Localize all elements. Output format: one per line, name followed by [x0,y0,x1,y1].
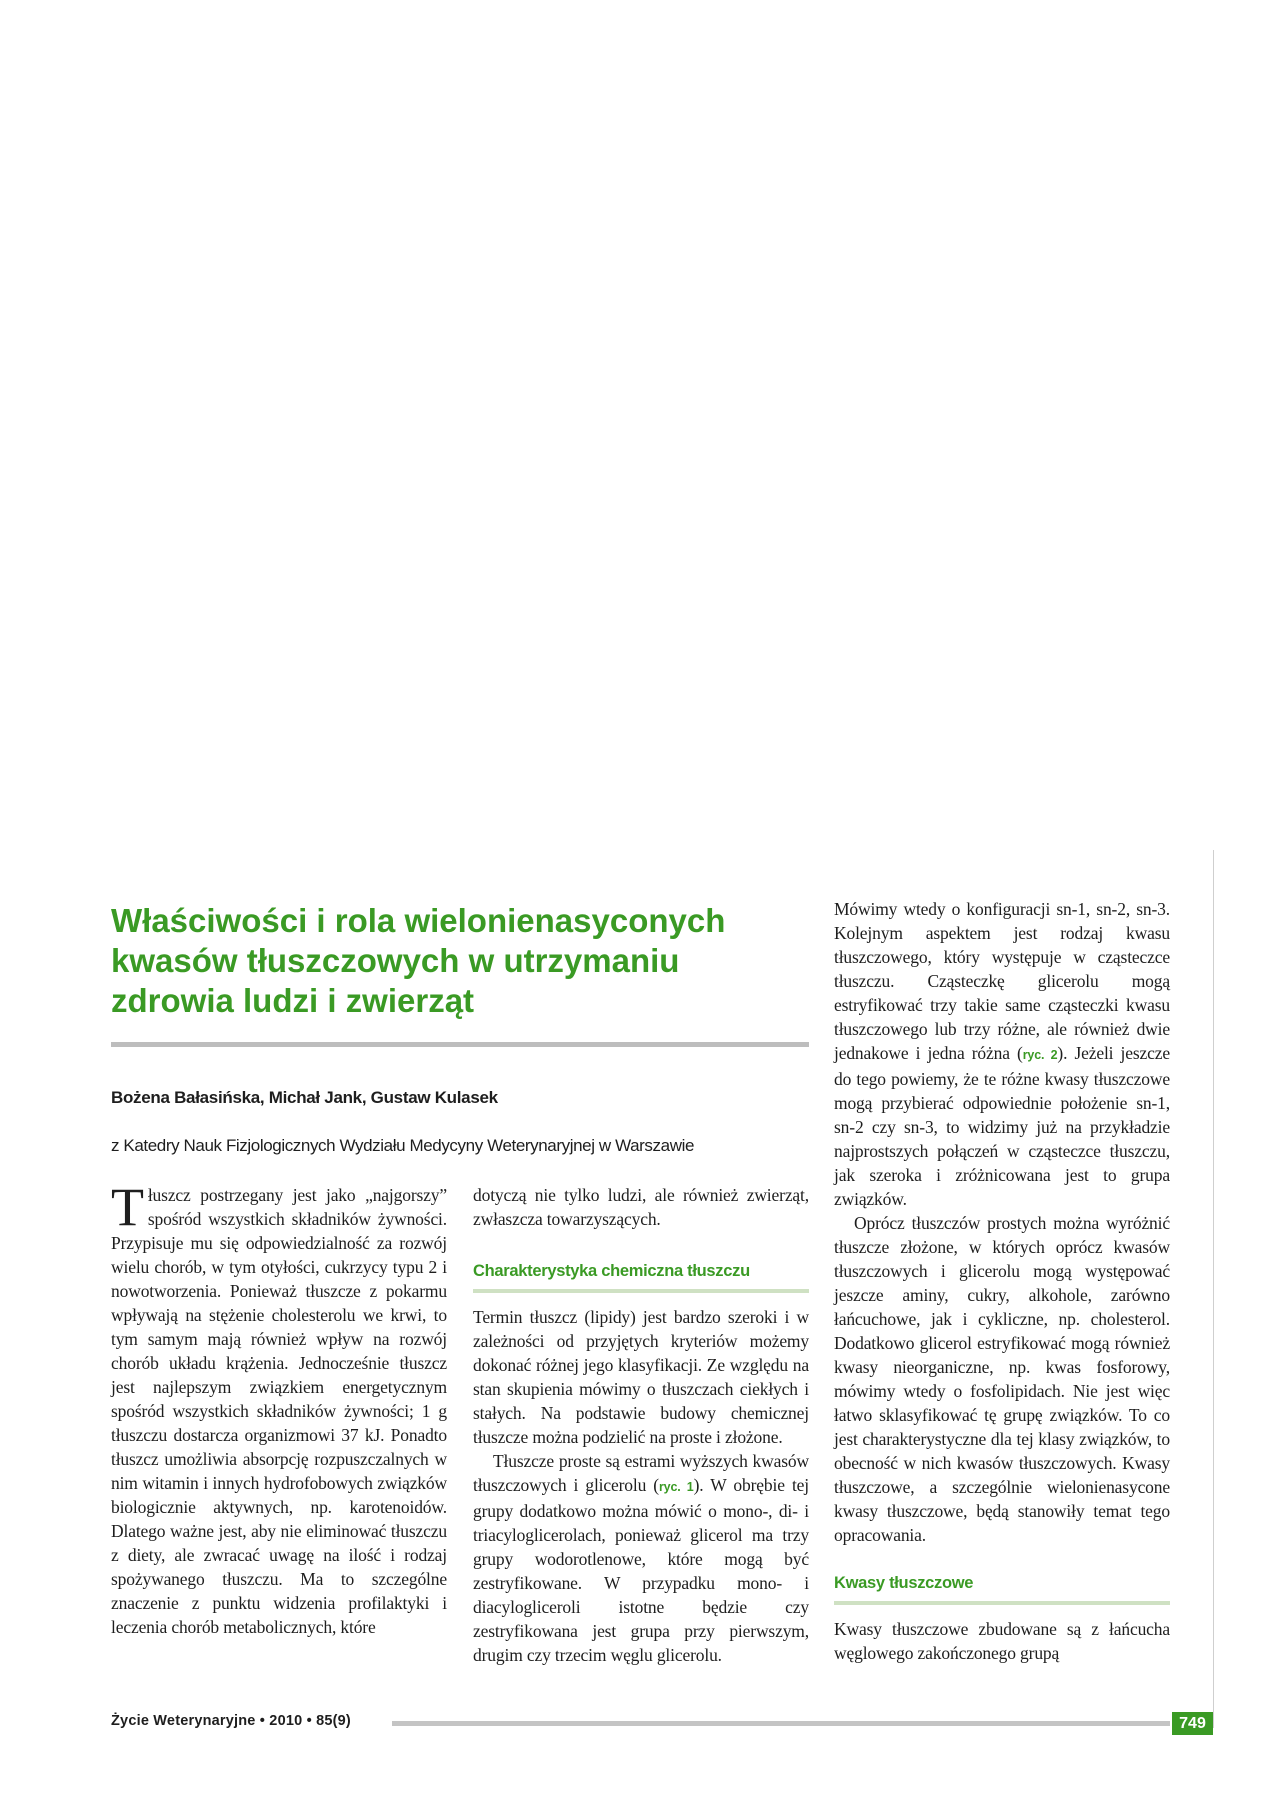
drop-cap: T [111,1177,144,1237]
text-column-3 [834,897,1170,1665]
right-margin-rule [1213,850,1214,1728]
section-divider [473,1289,809,1293]
paragraph: Termin tłuszcz (lipidy) jest bardzo szeroki i w zależności od przyjętych kryteriów możemy dokonać różnej jego klasyfikacji. Ze względu na stan skupienia mówimy o tłuszczach ciekłych i stałych. Na podstawie budowy chemicznej tłuszcze można podzielić na proste i złożone. [473,1307,809,1447]
section-heading-fatty-acids: Kwasy tłuszczowe [834,1574,974,1592]
paragraph: dotyczą nie tylko ludzi, ale również zwierząt, zwłaszcza towarzyszących. [473,1185,809,1229]
intro-paragraph [111,1177,447,1639]
paragraph-text: ). W obrębie tej grupy dodatkowo można mówić o mono-, di- i triacyloglicerolach, ponieważ glicerol ma trzy grupy wodorotlenowe, które mogą być zestryfikowane. W przypadku mono- i diacylogliceroli istotne będzie czy zestryfikowana jest grupa przy pierwszym, drugim czy trzecim węglu glicerolu. [473,1475,809,1665]
text-column-2 [473,1183,809,1667]
article-authors: Bożena Bałasińska, Michał Jank, Gustaw Kulasek [111,1088,498,1107]
page-number-badge: 749 [1172,1712,1213,1735]
title-line: kwasów tłuszczowych w utrzymaniu [111,942,680,979]
journal-footer: Życie Weterynaryjne • 2010 • 85(9) [111,1713,351,1729]
intro-text: łuszcz postrzegany jest jako „najgorszy” spośród wszystkich składników żywności. Przypisuje mu się odpowiedzialność za rozwój wielu chorób, w tym otyłości, cukrzycy typu 2 i nowotworzenia. Ponieważ tłuszcze z pokarmu wpływają na stężenie cholesterolu we krwi, to tym samym mają również wpływ na rozwój chorób układu krążenia. Jednocześnie tłuszcz jest najlepszym związkiem energetycznym spośród wszystkich składników żywności; 1 g tłuszczu dostarcza organizmowi 37 kJ. Ponadto tłuszcz umożliwia absorpcję rozpuszczalnych w nim witamin i innych hydrofobowych związków biologicznie aktywnych, np. karotenoidów. Dlatego ważne jest, aby nie eliminować tłuszczu z diety, ale zwracać uwagę na ilość i rodzaj spożywanego tłuszczu. Ma to szczególne znaczenie z punktu widzenia profilaktyki i leczenia chorób metabolicznych, które [111,1185,447,1637]
footer-divider [392,1721,1170,1726]
paragraph-text: Mówimy wtedy o konfiguracji sn-1, sn-2, sn-3. Kolejnym aspektem jest rodzaj kwasu tłuszczowego, który występuje w cząsteczce tłuszczu. Cząsteczkę glicerolu mogą estryfikować trzy takie same cząsteczki kwasu tłuszczowego lub trzy różne, ale również dwie jednakowe i jedna różna ( [834,899,1170,1063]
text-column-1 [111,1177,447,1639]
title-divider [111,1042,809,1047]
paragraph-text: Tłuszcze proste są estrami wyższych kwasów tłuszczowych i glicerolu ( [473,1451,809,1495]
paragraph: Kwasy tłuszczowe zbudowane są z łańcucha węglowego zakończonego grupą [834,1619,1170,1663]
article-title [111,901,811,1021]
paragraph [473,1449,809,1667]
section-heading-chemistry: Charakterystyka chemiczna tłuszczu [473,1262,750,1280]
title-line: zdrowia ludzi i zwierząt [111,982,475,1019]
section-heading-block [834,1571,1170,1605]
figure-reference[interactable]: ryc. 1 [658,1480,694,1494]
section-divider [834,1601,1170,1605]
paragraph [834,897,1170,1211]
section-heading-block [473,1259,809,1293]
title-line: Właściwości i rola wielonienasyconych [111,902,726,939]
paragraph-text: ). Jeżeli jeszcze do tego powiemy, że te różne kwasy tłuszczowe mogą przybierać odpowiednie położenie sn-1, sn-2 czy sn-3, to widzimy już na przykładzie najprostszych połączeń w cząsteczce tłuszczu, jak szeroka i zróżnicowana jest to grupa związków. [834,1043,1170,1209]
article-affiliation: z Katedry Nauk Fizjologicznych Wydziału Medycyny Weterynaryjnej w Warszawie [111,1136,694,1155]
paragraph: Oprócz tłuszczów prostych można wyróżnić tłuszcze złożone, w których oprócz kwasów tłuszczowych i glicerolu mogą występować jeszcze aminy, cukry, alkohole, zarówno łańcuchowe, jak i cykliczne, np. cholesterol. Dodatkowo glicerol estryfikować mogą również kwasy nieorganiczne, np. kwas fosforowy, mówimy wtedy o fosfolipidach. Nie jest więc łatwo sklasyfikować tę grupę związków. To co jest charakterystyczne dla tej klasy związków, to obecność w nich kwasów tłuszczowych. Kwasy tłuszczowe, a szczególnie wielonienasycone kwasy tłuszczowe, będą stanowiły temat tego opracowania. [834,1213,1170,1545]
figure-reference[interactable]: ryc. 2 [1022,1048,1058,1062]
